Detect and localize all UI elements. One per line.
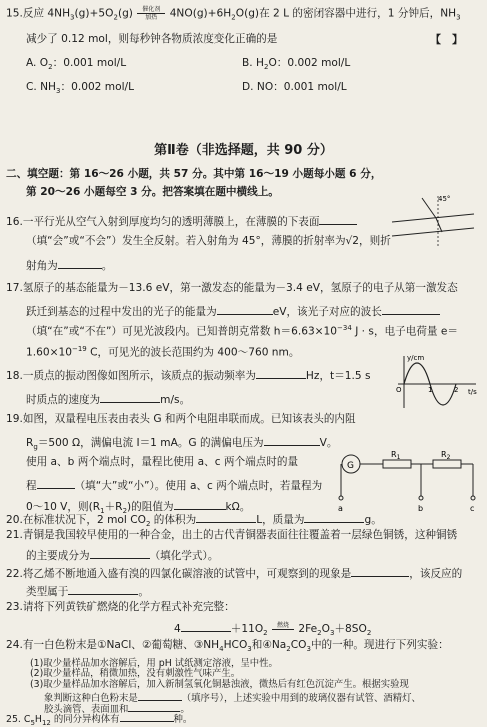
answer-blank[interactable] (90, 548, 150, 559)
answer-blank[interactable] (264, 435, 320, 446)
answer-blank[interactable] (196, 512, 256, 523)
q15-line2: 减少了 0.12 mol，则每秒钟各物质浓度变化正确的是 (26, 33, 278, 45)
q23-equation: $4 +11O_2$ 燃烧 $2Fe_2O_3+8SO_2$ (174, 621, 372, 638)
q18-line1: 18.一质点的振动图像如图所示，该质点的振动频率为 Hz，t＝1.5 s (6, 370, 371, 382)
q15-option-d: D. NO：0.001 mol/L (242, 81, 347, 93)
q24-step5: 胶头滴管、表面皿和 。 (44, 701, 190, 714)
combustion-condition: 燃烧 (272, 622, 294, 637)
q17-line3: （填“在”或“不在”）可见光波段内。已知普朗克常数 $h=6.63\times 10^{-34}$ J · s，电子电荷量 e＝ (26, 324, 458, 338)
answer-blank[interactable] (58, 258, 102, 269)
resistor-r1-label: $R_1$ (391, 450, 401, 461)
q16-line2: （填“会”或“不会”）发生全反射。若入射角为 45°，薄膜的折射率为√2，则折 (26, 235, 391, 247)
q23-line1: 23.请将下列黄铁矿燃烧的化学方程式补充完整： (6, 601, 235, 613)
q16-line3: 射角为 。 (26, 260, 113, 272)
q24-step4: 象判断这种白色粉末是 （填序号），上述实验中用到的玻璃仪器有试管、酒精灯、 (44, 690, 421, 703)
graph-y-label: y/cm (407, 354, 425, 362)
q15-option-b: B. $H_2O$：0.002 mol/L (242, 57, 351, 72)
angle-label: 45° (438, 195, 451, 203)
q19-line1: 19.如图，双量程电压表由表头 G 和两个电阻串联而成。已知该表头的内阻 (6, 413, 356, 425)
graph-t-label: t/s (468, 388, 477, 396)
answer-blank[interactable] (100, 392, 160, 403)
terminal-b: b (418, 504, 424, 513)
reaction-condition: 催化剂 加热 (137, 6, 165, 21)
refraction-diagram (386, 192, 476, 248)
answer-bracket: 【 】 (430, 33, 463, 46)
answer-blank[interactable] (217, 304, 273, 315)
q16-line1: 16.一平行光从空气入射到厚度均匀的透明薄膜上，在薄膜的下表面 (6, 214, 357, 228)
answer-blank[interactable] (120, 711, 174, 722)
answer-blank[interactable] (351, 566, 409, 577)
q21-line1: 21.青铜是我国较早使用的一种合金，出土的古代青铜器表面往往覆盖着一层绿色铜锈，这种铜锈 (6, 529, 458, 541)
answer-blank[interactable] (68, 584, 138, 595)
terminal-a: a (338, 504, 343, 513)
q17-line4: $1.60\times 10^{-19}$ C，可见光的波长范围约为 400～760 nm。 (26, 345, 300, 359)
vibration-graph (390, 350, 482, 412)
answer-blank[interactable] (256, 368, 306, 379)
section-instruction-1: 二、填空题：第 16～26 小题，共 57 分。其中第 16～19 小题每小题 6 分， (6, 168, 382, 180)
answer-blank[interactable] (128, 701, 180, 712)
q21-line2: 的主要成分为 （填化学式）。 (26, 550, 219, 562)
q15-option-a: A. $O_2$：0.001 mol/L (26, 57, 127, 72)
q24-line1: 24.有一白色粉末是①NaCl、②葡萄糖、$③NH_4HCO_3$和$④Na_2CO_3$中的一种。现进行下列实验： (6, 639, 449, 654)
q22-line2: 类型属于 。 (26, 586, 149, 598)
section-title: 第Ⅱ卷（非选择题，共 90 分） (154, 143, 333, 158)
q15-option-c: C. $NH_3$：0.002 mol/L (26, 81, 135, 96)
q15-line1: 15.反应 $4NH_3(g)+5O_2(g)$ 催化剂 加热 $4NO(g)+6H_2O(g)$在 2 L 的密闭容器中进行，1 分钟后，$NH_3$ (6, 6, 461, 22)
graph-tick-1: 1 (428, 386, 433, 394)
answer-blank[interactable] (174, 499, 226, 510)
voltmeter-circuit (333, 450, 483, 514)
q19-line5: 0～10 V，则$(R_1+R_2)$的阻值为 kΩ。 (26, 501, 251, 516)
section-instruction-2: 第 20～26 小题每空 3 分。把答案填在题中横线上。 (26, 186, 279, 198)
galvanometer-label: G (347, 461, 354, 471)
q22-line1: 22.将乙烯不断地通入盛有溴的四氯化碳溶液的试管中，可观察到的现象是 ，该反应的 (6, 568, 463, 580)
graph-tick-2: 2 (454, 386, 459, 394)
q17-line2: 跃迁到基态的过程中发出的光子的能量为 eV，该光子对应的波长 (26, 304, 440, 318)
q24-step1: (1)取少量样品加水溶解后，用 pH 试纸测定溶液，呈中性。 (30, 658, 278, 669)
answer-blank[interactable] (319, 214, 357, 225)
answer-blank[interactable] (304, 512, 364, 523)
q25-line1: 25. $C_5H_{12}$ 的同分异构体有 种。 (6, 711, 192, 727)
resistor-r2-label: $R_2$ (441, 450, 451, 461)
answer-blank[interactable] (181, 621, 231, 632)
q20-line1: 20.在标准状况下，2 mol $CO_2$ 的体积为 L，质量为 g。 (6, 514, 382, 529)
answer-blank[interactable] (37, 478, 75, 489)
q18-line2: 时质点的速度为 m/s。 (26, 394, 191, 406)
q24-step2: (2)取少量样品，稍微加热，没有刺激性气味产生。 (30, 668, 241, 680)
answer-blank[interactable] (138, 690, 182, 701)
q24-step3: (3)取少量样品加水溶解后，加入新制氢氧化铜悬浊液，微热后有红色沉淀产生。根据实验现 (30, 678, 409, 690)
q19-line2: $R_g=500$ Ω，满偏电流 I＝1 mA。G 的满偏电压为 V。 (26, 437, 338, 452)
q17-line1: 17.氢原子的基态能量为－13.6 eV，第一激发态的能量为－3.4 eV，氢原子的电子从第一激发态 (6, 282, 458, 294)
answer-blank[interactable] (382, 304, 440, 315)
terminal-c: c (470, 504, 475, 513)
graph-origin: O (396, 386, 402, 394)
q19-line4: 程 （填“大”或“小”）。使用 a、c 两个端点时，若量程为 (26, 480, 323, 492)
q19-line3: 使用 a、b 两个端点时，量程比使用 a、c 两个端点时的量 (26, 456, 299, 468)
